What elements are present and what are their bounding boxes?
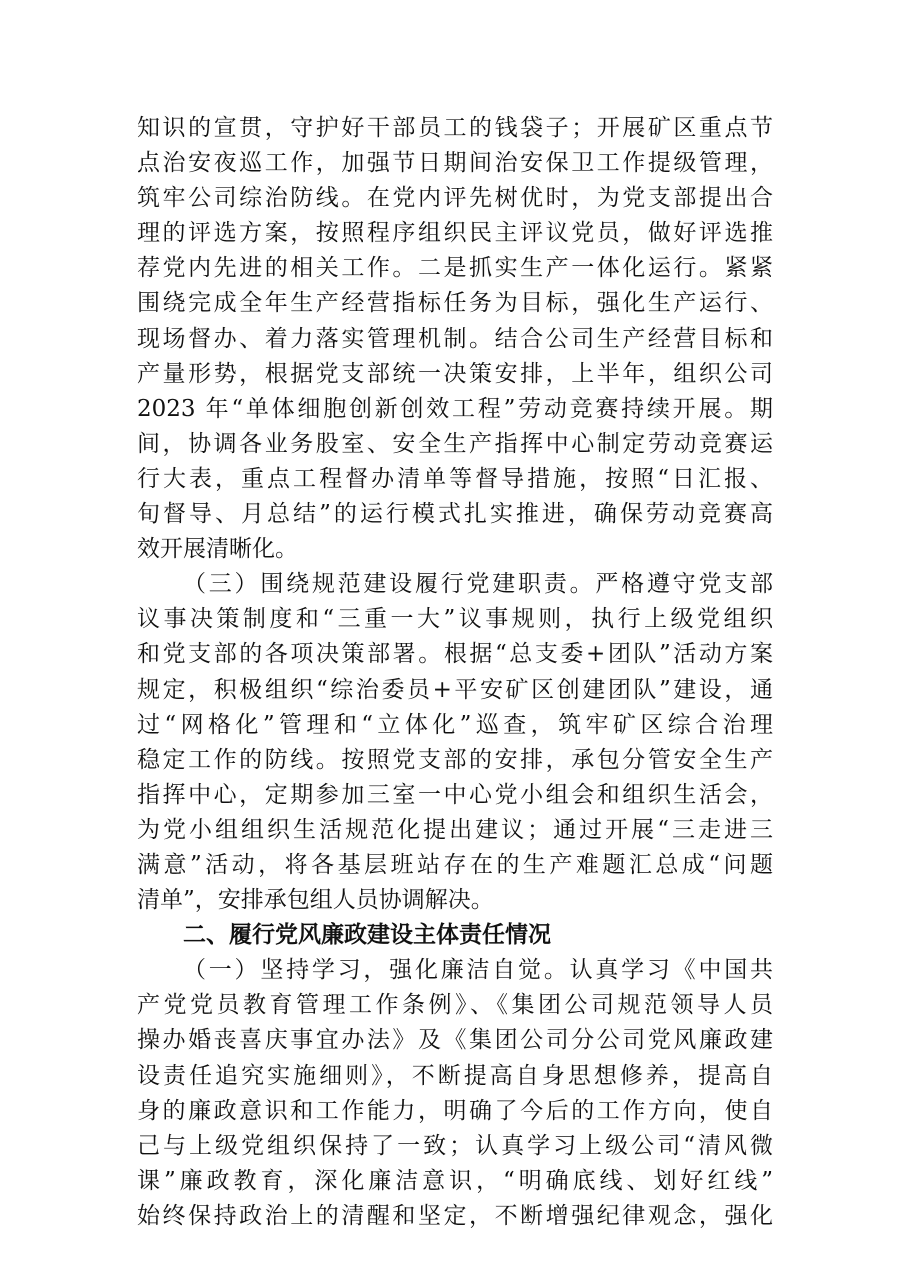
paragraph-line: 身的廉政意识和工作能力，明确了今后的工作方向，使自 (137, 1097, 773, 1124)
paragraph-line: 和党支部的各项决策部署。根据“总支委+团队”活动方案 (137, 641, 773, 668)
paragraph-line: 规定，积极组织“综治委员+平安矿区创建团队”建设，通 (137, 676, 773, 703)
paragraph-line: （一）坚持学习，强化廉洁自觉。认真学习《中国共 (183, 957, 773, 984)
paragraph-line: 旬督导、月总结”的运行模式扎实推进，确保劳动竞赛高 (137, 501, 773, 528)
paragraph-line: 稳定工作的防线。按照党支部的安排，承包分管安全生产 (137, 746, 773, 773)
paragraph-line: 现场督办、着力落实管理机制。结合公司生产经营目标和 (137, 325, 773, 352)
paragraph-line: 为党小组组织生活规范化提出建议；通过开展“三走进三 (137, 816, 773, 843)
paragraph-line: 效开展清晰化。 (137, 536, 298, 563)
paragraph-line: 产党党员教育管理工作条例》、《集团公司规范领导人员 (137, 992, 773, 1019)
paragraph-line: 课”廉政教育，深化廉洁意识，“明确底线、划好红线” (137, 1167, 773, 1194)
paragraph-line: 间，协调各业务股室、安全生产指挥中心制定劳动竞赛运 (137, 430, 773, 457)
paragraph-line: 2023 年“单体细胞创新创效工程”劳动竞赛持续开展。期 (137, 395, 773, 422)
paragraph-line: 己与上级党组织保持了一致；认真学习上级公司“清风微 (137, 1132, 773, 1159)
paragraph-line: （三）围绕规范建设履行党建职责。严格遵守党支部 (183, 571, 773, 598)
section-heading: 二、履行党风廉政建设主体责任情况 (183, 922, 551, 949)
paragraph-line: 荐党内先进的相关工作。二是抓实生产一体化运行。紧紧 (137, 255, 773, 282)
paragraph-line: 始终保持政治上的清醒和坚定，不断增强纪律观念，强化 (137, 1202, 773, 1229)
paragraph-line: 过“网格化”管理和“立体化”巡查，筑牢矿区综合治理 (137, 711, 773, 738)
paragraph-line: 筑牢公司综治防线。在党内评先树优时，为党支部提出合 (137, 185, 773, 212)
paragraph-line: 操办婚丧喜庆事宜办法》及《集团公司分公司党风廉政建 (137, 1027, 773, 1054)
paragraph-line: 设责任追究实施细则》，不断提高自身思想修养，提高自 (137, 1062, 773, 1089)
paragraph-line: 指挥中心，定期参加三室一中心党小组会和组织生活会， (137, 781, 773, 808)
paragraph-line: 清单”，安排承包组人员协调解决。 (137, 887, 494, 914)
paragraph-line: 议事决策制度和“三重一大”议事规则，执行上级党组织 (137, 606, 773, 633)
paragraph-line: 知识的宣贯，守护好干部员工的钱袋子；开展矿区重点节 (137, 115, 773, 141)
paragraph-line: 理的评选方案，按照程序组织民主评议党员，做好评选推 (137, 220, 773, 247)
paragraph-line: 点治安夜巡工作，加强节日期间治安保卫工作提级管理， (137, 150, 773, 177)
document-body (137, 111, 773, 1234)
paragraph-line: 围绕完成全年生产经营指标任务为目标，强化生产运行、 (137, 290, 773, 317)
paragraph-line: 满意”活动，将各基层班站存在的生产难题汇总成“问题 (137, 851, 773, 878)
paragraph-line: 产量形势，根据党支部统一决策安排，上半年，组织公司 (137, 360, 773, 387)
paragraph-line: 行大表，重点工程督办清单等督导措施，按照“日汇报、 (137, 465, 773, 492)
